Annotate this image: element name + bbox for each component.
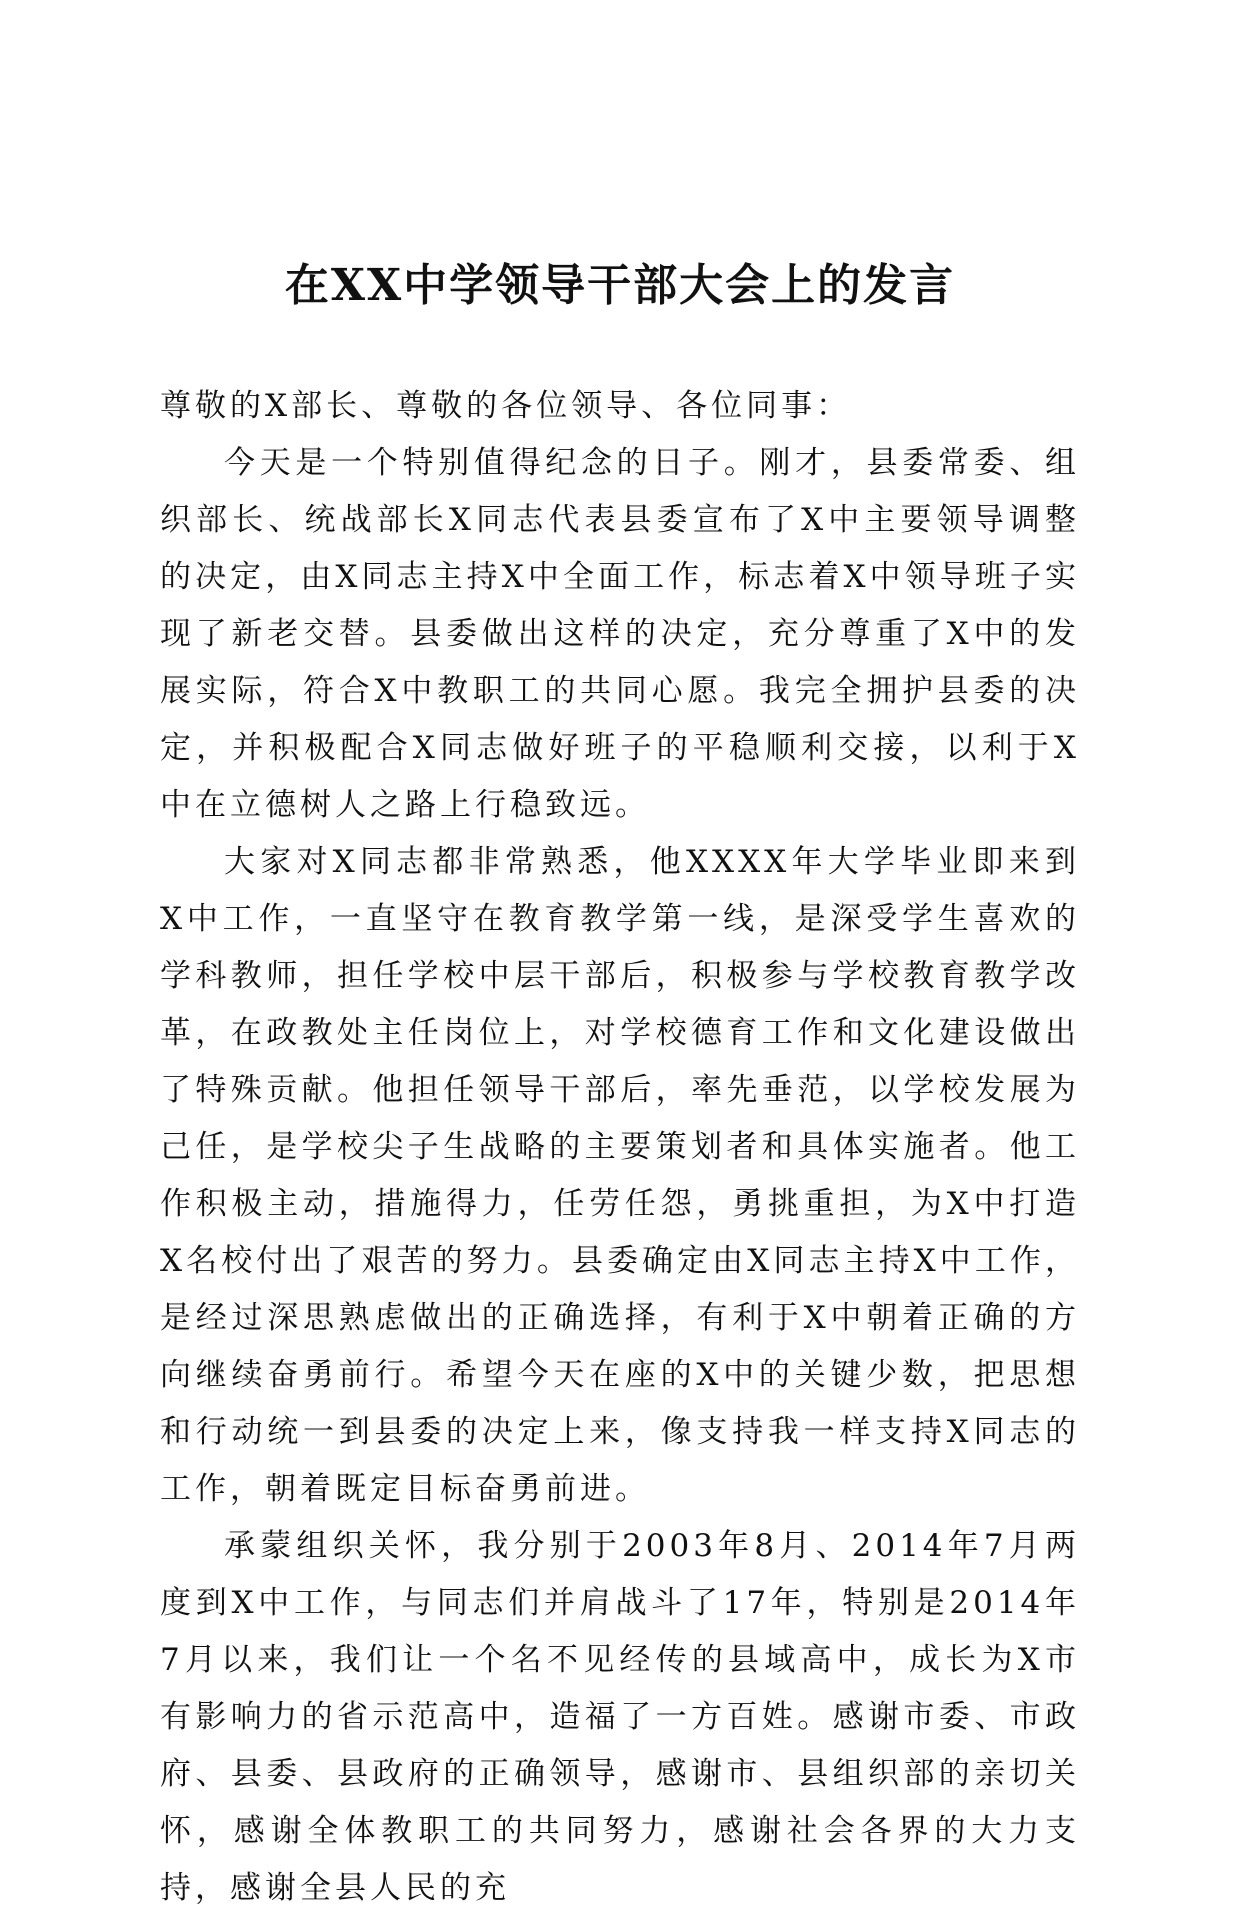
paragraph: 今天是一个特别值得纪念的日子。刚才，县委常委、组织部长、统战部长X同志代表县委宣布了X中主要领导调整的决定，由X同志主持X中全面工作，标志着X中领导班子实现了新老交替。县委做出这样的决定，充分尊重了X中的发展实际，符合X中教职工的共同心愿。我完全拥护县委的决定，并积极配合X同志做好班子的平稳顺利交接，以利于X中在立德树人之路上行稳致远。: [160, 445, 1080, 823]
document-title: 在XX中学领导干部大会上的发言: [284, 260, 956, 311]
salutation: 尊敬的X部长、尊敬的各位领导、各位同事：: [160, 388, 852, 424]
document-body: [160, 378, 1080, 1917]
paragraph: 承蒙组织关怀，我分别于2003年8月、2014年7月两度到X中工作，与同志们并肩战斗了17年，特别是2014年7月以来，我们让一个名不见经传的县域高中，成长为X市有影响力的省示范高中，造福了一方百姓。感谢市委、市政府、县委、县政府的正确领导，感谢市、县组织部的亲切关怀，感谢全体教职工的共同努力，感谢社会各界的大力支持，感谢全县人民的充: [160, 1528, 1080, 1906]
paragraph: 大家对X同志都非常熟悉，他XXXX年大学毕业即来到X中工作，一直坚守在教育教学第一线，是深受学生喜欢的学科教师，担任学校中层干部后，积极参与学校教育教学改革，在政教处主任岗位上，对学校德育工作和文化建设做出了特殊贡献。他担任领导干部后，率先垂范，以学校发展为己任，是学校尖子生战略的主要策划者和具体实施者。他工作积极主动，措施得力，任劳任怨，勇挑重担，为X中打造X名校付出了艰苦的努力。县委确定由X同志主持X中工作，是经过深思熟虑做出的正确选择，有利于X中朝着正确的方向继续奋勇前行。希望今天在座的X中的关键少数，把思想和行动统一到县委的决定上来，像支持我一样支持X同志的工作，朝着既定目标奋勇前进。: [160, 844, 1080, 1507]
